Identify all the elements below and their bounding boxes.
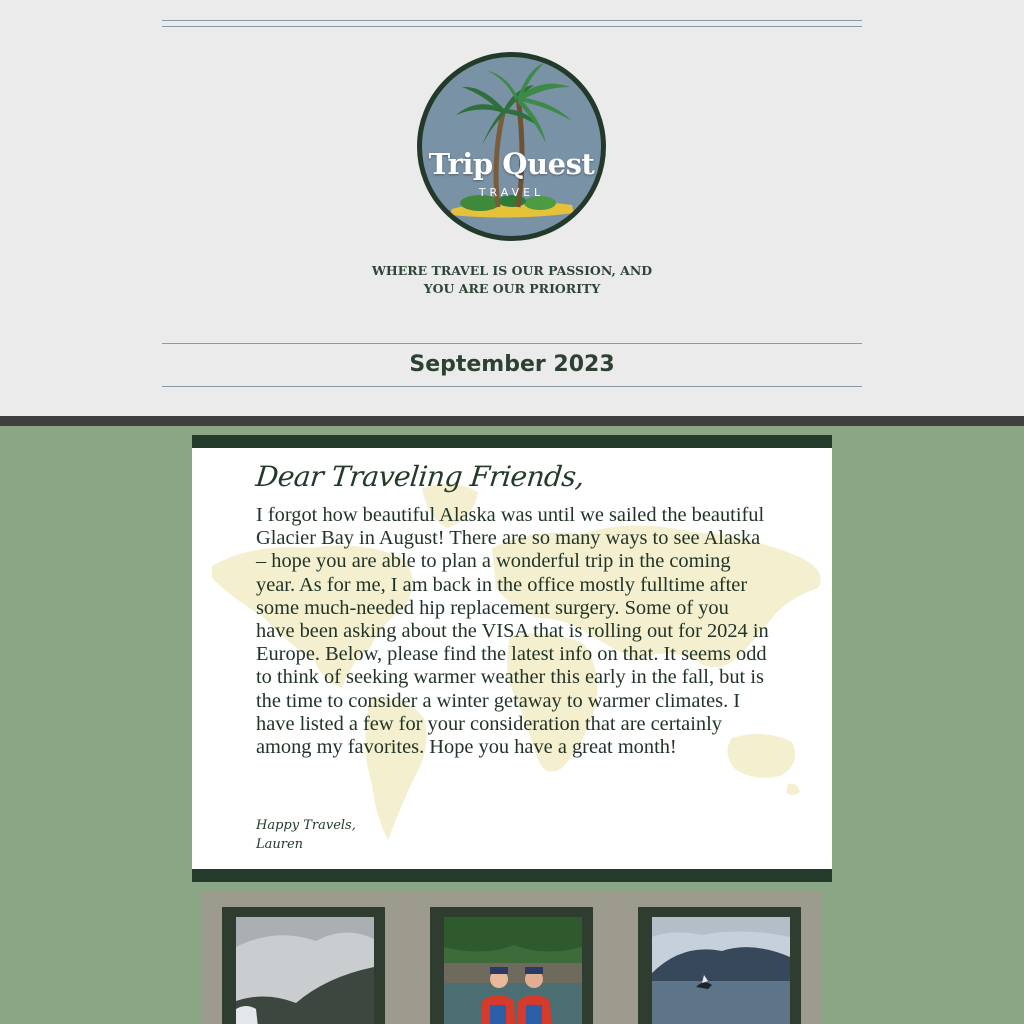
newsletter-header	[0, 0, 1024, 416]
tagline	[352, 262, 672, 298]
signoff-line-2: Lauren	[256, 837, 304, 852]
tagline-line-2: YOU ARE OUR PRIORITY	[423, 281, 601, 296]
top-rule	[162, 20, 862, 21]
date-rule-bottom	[162, 386, 862, 387]
section-divider	[0, 416, 1024, 426]
photo-frame-3[interactable]	[638, 907, 801, 1024]
letter-body-text: I forgot how beautiful Alaska was until we sailed the beautiful Glacier Bay in August! There are so many ways to see Alaska – hope you are able to plan a wonderful trip in the coming year. As for me, I am back in the office mostly fulltime after some much-needed hip replacement surgery. Some of you have been asking about the VISA that is rolling out for 2024 in Europe. Below, please find the latest info on that. It seems odd to think of seeking warmer weather this early in the fall, but is the time to consider a winter getaway to warmer climates. I have listed a few for your consideration that are certainly among my favorites. Hope you have a great month!	[256, 504, 769, 759]
logo-brand-name: Trip Quest	[428, 147, 595, 181]
newsletter-body	[0, 426, 1024, 1024]
photo-gallery	[202, 892, 822, 1024]
tagline-line-1: WHERE TRAVEL IS OUR PASSION, AND	[371, 263, 653, 278]
issue-date: September 2023	[409, 352, 615, 377]
date-rule-top	[162, 343, 862, 344]
whale-photo[interactable]	[652, 917, 790, 1024]
top-rule-2	[162, 26, 862, 27]
logo-brand-sub: TRAVEL	[478, 186, 545, 199]
glacier-photo[interactable]	[236, 917, 374, 1024]
trip-quest-logo[interactable]	[417, 52, 606, 241]
letter-card	[192, 435, 832, 882]
letter-signoff	[256, 816, 356, 854]
photo-frame-1[interactable]	[222, 907, 385, 1024]
letter-greeting: Dear Traveling Friends,	[254, 460, 586, 493]
signoff-line-1: Happy Travels,	[256, 818, 356, 833]
photo-frame-2[interactable]	[430, 907, 593, 1024]
couple-kayak-photo[interactable]	[444, 917, 582, 1024]
